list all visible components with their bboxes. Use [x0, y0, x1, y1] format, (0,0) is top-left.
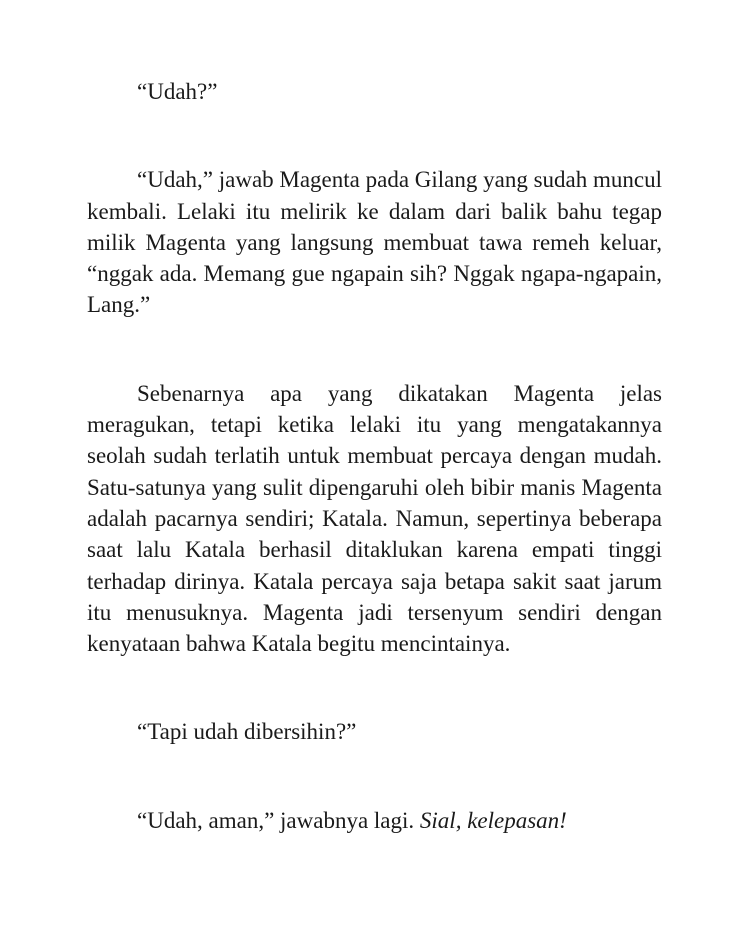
- paragraph-5-text: “Udah, aman,” jawabnya lagi.: [137, 807, 415, 833]
- document-page: [87, 76, 662, 836]
- paragraph-4: “Tapi udah dibersihin?”: [137, 719, 357, 745]
- paragraph-gap: [87, 107, 662, 164]
- paragraph-5: [87, 805, 662, 836]
- paragraph-3: Sebenarnya apa yang dikatakan Magenta jelas meragukan, tetapi ketika lelaki itu yang mengatakannya seolah sudah terlatih untuk membuat percaya dengan mudah. Satu-satunya yang sulit dipengaruhi oleh bibir manis Magenta adalah pacarnya sendiri; Katala. Namun, sepertinya beberapa saat lalu Katala berhasil ditaklukan karena empati tinggi terhadap dirinya. Katala percaya saja betapa sakit saat jarum itu menusuknya. Magenta jadi tersenyum sendiri dengan kenyataan bahwa Katala begitu mencintainya.: [87, 380, 662, 657]
- paragraph-gap: [87, 748, 662, 805]
- paragraph-gap: [87, 321, 662, 378]
- paragraph-5-italic-thought: Sial, kelepasan!: [419, 807, 567, 833]
- paragraph-2: “Udah,” jawab Magenta pada Gilang yang sudah muncul kembali. Lelaki itu melirik ke dalam dari balik bahu tegap milik Magenta yang langsung membuat tawa remeh keluar, “nggak ada. Memang gue ngapain sih? Nggak ngapa-ngapain, Lang.”: [87, 167, 662, 318]
- paragraph-1: “Udah?”: [137, 79, 218, 104]
- paragraph-gap: [87, 659, 662, 716]
